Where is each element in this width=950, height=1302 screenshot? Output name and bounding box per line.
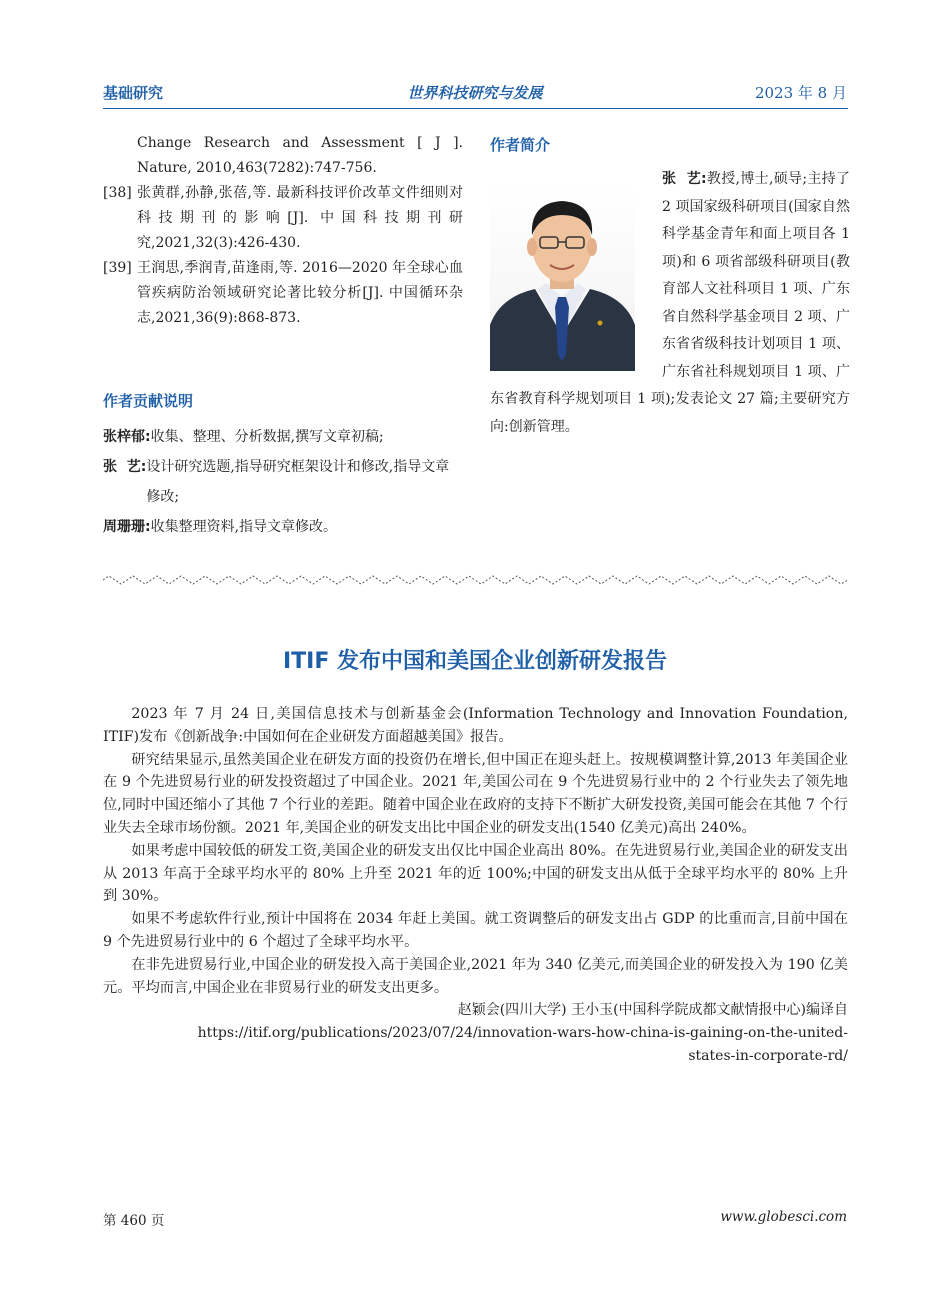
page-number: 第 460 页: [103, 1213, 165, 1229]
contributions-heading: 作者贡献说明: [103, 392, 194, 410]
issue-date: 2023 年 8 月: [754, 84, 847, 102]
reference-text: 张黄群,孙静,张蓓,等. 最新科技评价改革文件细则对科技期刊的影响[J]. 中国科技期刊研究,2021,32(3):426-430.: [137, 185, 463, 251]
author-bio-heading: 作者简介: [490, 136, 551, 154]
contribution-item: [103, 452, 463, 512]
decorative-divider: [103, 574, 848, 586]
contribution-text: 收集、整理、分析数据,撰写文章初稿;: [150, 429, 384, 445]
header-rule: [103, 108, 848, 109]
author-name: 张 艺:: [662, 171, 707, 187]
website-link[interactable]: www.globesci.com: [720, 1209, 847, 1225]
contribution-item: [103, 422, 463, 452]
reference-item: [103, 256, 463, 331]
section-label: 基础研究: [103, 84, 164, 102]
reference-text: 王润思,季润青,苗逢雨,等. 2016—2020 年全球心血管疾病防治领域研究论著比较分析[J]. 中国循环杂志,2021,36(9):868-873.: [137, 260, 463, 326]
news-paragraph: 如果考虑中国较低的研发工资,美国企业的研发支出仅比中国企业高出 80%。在先进贸易行业,美国企业的研发支出从 2013 年高于全球平均水平的 80% 上升至 2021 年的近 100%;中国的研发支出从低于全球平均水平的 80% 上升到 30%。: [103, 842, 848, 905]
author-bio-text: 教授,博士,硕导;主持了 2 项国家级科研项目(国家自然科学基金青年和面上项目各 1 项)和 6 项省部级科研项目(教育部人文社科项目 1 项、广东省自然科学基金项目 2 项、广东省省级科技计划项目 1 项、广东省社科规划项目 1 项、广东省教育科学规划项目 1 项);发表论文 27 篇;主要研究方向:创新管理。: [490, 171, 850, 435]
source-url[interactable]: https://itif.org/publications/2023/07/24/innovation-wars-how-china-is-gaining-on-the-united-states-in-corporate-rd/: [197, 1025, 848, 1064]
contribution-item: [103, 512, 463, 542]
reference-number: [38]: [103, 185, 132, 201]
news-paragraph: 研究结果显示,虽然美国企业在研发方面的投资仍在增长,但中国正在迎头赶上。按规模调整计算,2013 年美国企业在 9 个先进贸易行业的研发投资超过了中国企业。2021 年,美国公司在 9 个先进贸易行业中的 2 个行业失去了领先地位,同时中国还缩小了其他 7 个行业的差距。随着中国企业在政府的支持下不断扩大研发投资,美国可能会在其他 7 个行业失去全球市场份额。2021 年,美国企业的研发支出比中国企业的研发支出(1540 亿美元)高出 240%。: [103, 751, 848, 836]
contributions-list: [103, 422, 463, 542]
reference-item: [103, 131, 463, 181]
source-credit: 赵颖会(四川大学) 王小玉(中国科学院成都文献情报中心)编译自: [457, 1002, 848, 1019]
contributor-name: 周珊珊:: [103, 519, 151, 535]
news-body: [103, 703, 848, 1068]
journal-title: 世界科技研究与发展: [407, 84, 543, 102]
news-paragraph: 在非先进贸易行业,中国企业的研发投入高于美国企业,2021 年为 340 亿美元,而美国企业的研发投入为 190 亿美元。平均而言,中国企业在非贸易行业的研发支出更多。: [103, 956, 848, 996]
reference-number: [39]: [103, 260, 132, 276]
news-paragraph: 如果不考虑软件行业,预计中国将在 2034 年赶上美国。就工资调整后的研发支出占 GDP 的比重而言,目前中国在 9 个先进贸易行业中的 6 个超过了全球平均水平。: [103, 911, 848, 950]
reference-item: [103, 181, 463, 256]
author-photo: [490, 185, 635, 371]
reference-text: Change Research and Assessment [ J ]. Nature, 2010,463(7282):747-756.: [137, 135, 463, 176]
contributor-name: 张 艺:: [103, 459, 147, 475]
contribution-text: 收集整理资料,指导文章修改。: [150, 519, 338, 535]
news-paragraph: 2023 年 7 月 24 日,美国信息技术与创新基金会(Information Technology and Innovation Foundation, ITIF)发布《创新战争:中国如何在企业研发方面超越美国》报告。: [103, 706, 848, 745]
news-title: ITIF 发布中国和美国企业创新研发报告: [282, 649, 668, 674]
contributor-name: 张梓郁:: [103, 429, 151, 445]
reference-list: [103, 131, 463, 331]
contribution-text: 设计研究选题,指导研究框架设计和修改,指导文章修改;: [146, 459, 450, 505]
